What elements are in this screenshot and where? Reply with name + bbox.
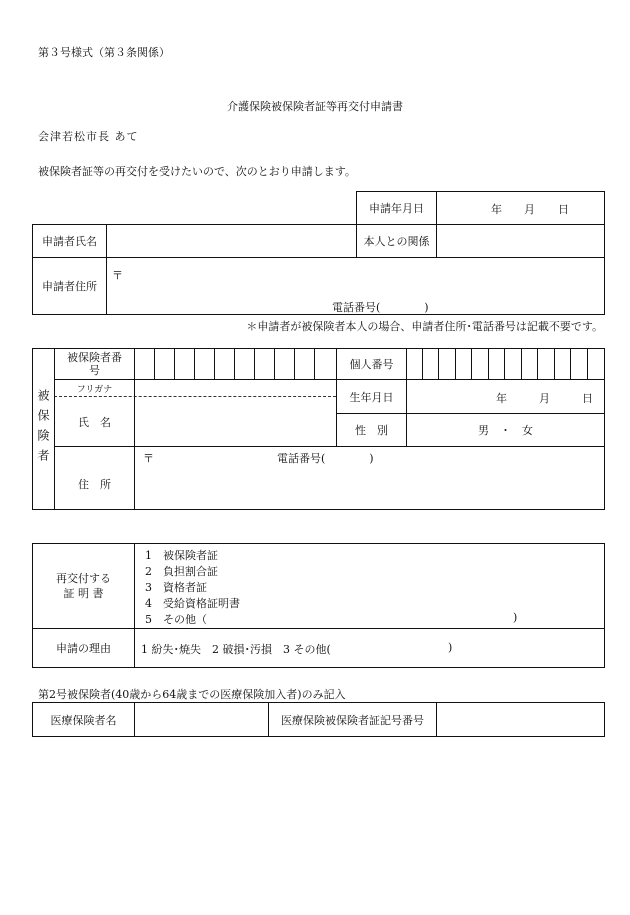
addressee: 会津若松市長 あて xyxy=(38,130,139,143)
application-date-field[interactable] xyxy=(437,192,604,224)
insurer-name-field[interactable] xyxy=(135,703,268,736)
sex-options[interactable]: 男 ・ 女 xyxy=(478,424,533,437)
sex-label: 性 別 xyxy=(355,424,388,437)
reissue-label-line1: 再交付する xyxy=(56,572,111,585)
postal-mark: 〒 xyxy=(112,269,123,282)
secondary-note: 第2号被保険者(40歳から64歳までの医療保険加入者)のみ記入 xyxy=(38,688,346,701)
insurance-symbol-label: 医療保険被保険者証記号番号 xyxy=(281,713,424,727)
insured-name-field[interactable] xyxy=(135,397,336,446)
reason-close-paren: ) xyxy=(448,641,453,654)
insured-name-label: 氏 名 xyxy=(78,415,111,429)
personal-number-field[interactable] xyxy=(407,349,604,379)
insured-phone-label: 電話番号( ) xyxy=(277,452,374,465)
certificate-option[interactable]: 1 被保険者証 xyxy=(145,549,218,562)
applicant-phone-label: 電話番号( ) xyxy=(332,301,429,314)
certificate-option-other[interactable]: 5 その他（ xyxy=(145,613,207,626)
applicant-address-field[interactable] xyxy=(107,258,604,314)
insurer-name-label: 医療保険者名 xyxy=(50,713,117,727)
certificate-list xyxy=(135,544,604,628)
relation-field[interactable] xyxy=(437,225,604,257)
date-month-unit: 月 xyxy=(524,203,535,216)
reason-options[interactable]: 1 紛失･焼失 2 破損･汚損 3 その他( xyxy=(141,643,331,656)
relation-label: 本人との関係 xyxy=(363,235,430,248)
birthdate-label: 生年月日 xyxy=(349,390,394,404)
reason-label: 申請の理由 xyxy=(56,642,111,655)
reissue-label-line2: 証 明 書 xyxy=(63,587,104,600)
date-day-unit: 日 xyxy=(558,203,569,216)
other-close-paren: ) xyxy=(513,611,518,624)
insured-address-label: 住 所 xyxy=(78,478,111,491)
birthdate-field[interactable] xyxy=(407,380,604,413)
insured-number-field[interactable] xyxy=(135,349,336,379)
certificate-option[interactable]: 4 受給資格証明書 xyxy=(145,597,240,610)
applicant-note: ＊申請者が被保険者本人の場合、申請者住所･電話番号は記載不要です。 xyxy=(246,320,603,333)
form-title: 介護保険被保険者証等再交付申請書 xyxy=(227,100,403,113)
furigana-label: フリガナ xyxy=(76,384,113,395)
insured-side-label: 被保険者 xyxy=(36,389,50,469)
applicant-name-label: 申請者氏名 xyxy=(42,235,97,248)
birth-year-unit: 年 xyxy=(496,392,507,405)
certificate-option[interactable]: 3 資格者証 xyxy=(145,581,207,594)
birth-month-unit: 月 xyxy=(539,392,550,405)
reason-field[interactable] xyxy=(135,629,604,667)
certificate-option[interactable]: 2 負担割合証 xyxy=(145,565,218,578)
form-number: 第３号様式（第３条関係） xyxy=(38,46,170,59)
furigana-field[interactable] xyxy=(135,380,336,396)
reissue-label xyxy=(33,544,134,628)
insured-postal-mark: 〒 xyxy=(143,452,154,465)
date-year-unit: 年 xyxy=(491,203,502,216)
insured-number-label: 被保険者番号 xyxy=(67,351,122,377)
intro-text: 被保険者証等の再交付を受けたいので、次のとおり申請します。 xyxy=(38,165,356,178)
applicant-name-field[interactable] xyxy=(107,225,356,257)
application-date-label: 申請年月日 xyxy=(369,202,424,215)
insurance-symbol-field[interactable] xyxy=(437,703,604,736)
insured-address-field[interactable] xyxy=(135,447,604,509)
birth-day-unit: 日 xyxy=(582,392,593,405)
personal-number-label: 個人番号 xyxy=(349,358,394,371)
applicant-address-label: 申請者住所 xyxy=(42,280,97,293)
